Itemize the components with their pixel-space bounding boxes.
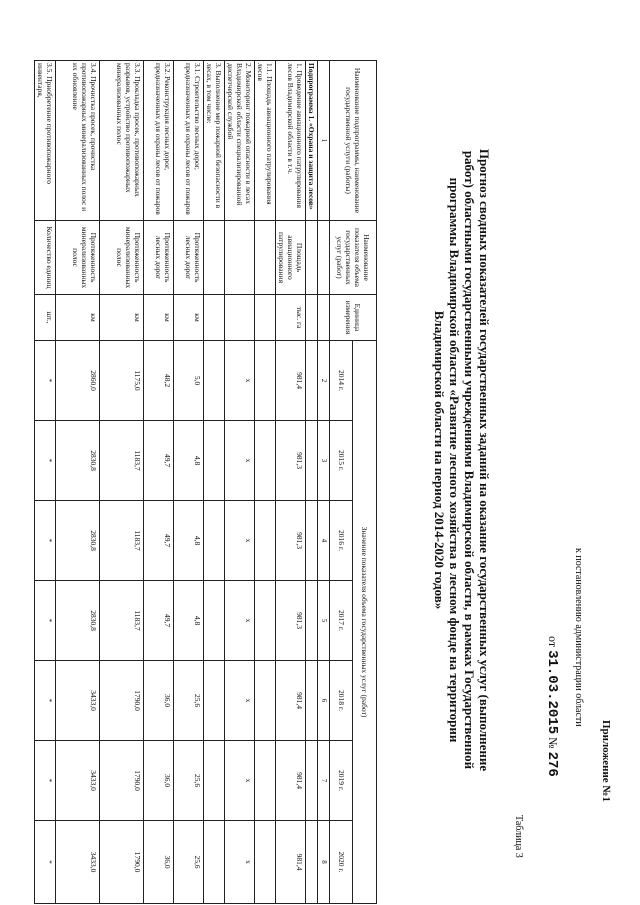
table-row (204, 61, 225, 904)
row-value (204, 661, 225, 741)
row-value: 1790,0 (100, 821, 144, 904)
index-cell: 7 (318, 741, 330, 821)
row-value: 1183,7 (100, 421, 144, 501)
header-unit: Единица измерения (330, 295, 377, 341)
header-year: 2017 г. (330, 581, 354, 661)
row-value (255, 501, 276, 581)
row-service: Площадь авиационного патрулирования (276, 221, 306, 295)
header-year: 2016 г. (330, 501, 354, 581)
index-row (318, 61, 330, 904)
row-name: 3.1. Строительство лесных дорог, предназначенных для охраны лесов от пожаров (174, 61, 204, 221)
row-value: 36,0 (144, 821, 174, 904)
row-value: 2830,8 (56, 501, 100, 581)
row-name: 3.4. Прочистка просек, прочистка противопожарных минерализованных полос и их обновление (56, 61, 100, 221)
table-row (100, 61, 144, 904)
index-cell: 2 (318, 341, 330, 421)
subprogram-row (306, 61, 318, 904)
row-service (255, 221, 276, 295)
header-name: Наименование подпрограммы, наименование государственной услуги (работы) (330, 61, 377, 221)
row-value: 981,4 (276, 741, 306, 821)
row-value: 981,3 (276, 581, 306, 661)
row-value (255, 581, 276, 661)
row-value: 1183,7 (100, 581, 144, 661)
row-value: х (225, 661, 255, 741)
row-value: 36,0 (144, 661, 174, 741)
row-value: * (35, 501, 56, 581)
row-value: * (35, 341, 56, 421)
row-name: 3.2. Реконструкция лесных дорог, предназначенных для охраны лесов от пожаров (144, 61, 174, 221)
row-value: 4,8 (174, 421, 204, 501)
row-value (255, 821, 276, 904)
index-cell: 4 (318, 501, 330, 581)
header-year: 2020 г. (330, 821, 354, 904)
row-value (255, 341, 276, 421)
row-value: 981,3 (276, 421, 306, 501)
row-value: 1183,7 (100, 501, 144, 581)
table-row (255, 61, 276, 904)
row-value: 4,8 (174, 501, 204, 581)
row-value: 49,7 (144, 581, 174, 661)
row-value (204, 341, 225, 421)
decree-number: 276 (544, 751, 560, 777)
row-value (255, 741, 276, 821)
header-year: 2015 г. (330, 421, 354, 501)
row-value: 981,4 (276, 341, 306, 421)
index-cell: 6 (318, 661, 330, 741)
row-unit: шт., (35, 295, 56, 341)
row-value: 3433,0 (56, 741, 100, 821)
row-value: 5,0 (174, 341, 204, 421)
table-row (174, 61, 204, 904)
row-service: Протяженность минерализованных полос (100, 221, 144, 295)
row-service: Протяженность лесных дорог (144, 221, 174, 295)
index-cell: 1 (318, 61, 330, 221)
header-service: Наименование показателя объема государственных услуг (работ) (330, 221, 377, 295)
row-value: 2830,8 (56, 581, 100, 661)
decree-date: 31.03.2015 (544, 650, 560, 735)
row-value: х (225, 341, 255, 421)
row-value (204, 501, 225, 581)
row-value: * (35, 581, 56, 661)
row-value: 981,4 (276, 821, 306, 904)
header-year: 2014 г. (330, 341, 354, 421)
header-values: Значение показателя объема государственных услуг (работ) (353, 341, 377, 904)
row-service (204, 221, 225, 295)
forecast-table (34, 60, 377, 904)
row-value: 3433,0 (56, 661, 100, 741)
row-value: 981,4 (276, 661, 306, 741)
row-name: 3.5. Приобретение противопожарного инвентаря, (35, 61, 56, 221)
decree-date-line (544, 636, 560, 777)
row-value: 49,7 (144, 501, 174, 581)
row-service: Протяженность минерализованных полос (56, 221, 100, 295)
row-value (255, 661, 276, 741)
row-value: 981,3 (276, 501, 306, 581)
table-row (276, 61, 306, 904)
header-row-1 (353, 61, 377, 904)
row-value: х (225, 581, 255, 661)
row-service: Протяженность лесных дорог (174, 221, 204, 295)
row-value: * (35, 421, 56, 501)
appendix-label: Приложение №1 (600, 720, 612, 802)
row-unit: км (56, 295, 100, 341)
row-value: х (225, 501, 255, 581)
index-cell (318, 295, 330, 341)
row-unit: тыс. га (276, 295, 306, 341)
row-value: * (35, 661, 56, 741)
row-value: 1790,0 (100, 741, 144, 821)
row-unit: км (174, 295, 204, 341)
row-value: * (35, 741, 56, 821)
row-value: 25,6 (174, 661, 204, 741)
table-label: Таблица 3 (513, 815, 524, 858)
row-value (204, 821, 225, 904)
row-unit (255, 295, 276, 341)
row-value: х (225, 741, 255, 821)
row-value: 49,7 (144, 421, 174, 501)
table-body (35, 61, 306, 904)
subprogram-title: Подпрограмма 1. «Охрана и защита лесов» (306, 61, 318, 221)
row-unit: км (144, 295, 174, 341)
date-prefix: от (546, 636, 560, 648)
row-value: 1175,0 (100, 341, 144, 421)
index-cell: 5 (318, 581, 330, 661)
table-row (35, 61, 56, 904)
row-service (225, 221, 255, 295)
row-name: 3.3. Прокладка просек, противопожарных разрывов, устройство противопожарных минерализованных полос (100, 61, 144, 221)
number-sign: № (546, 737, 560, 749)
row-value (204, 581, 225, 661)
document-title: Прогноз сводных показателей государственных заданий на оказание государственных услуг (выполнение работ) областными государственными учреждениями Владимирской области, в рамках Государственной программы Владимирской области «Развитие лесного хозяйства в лесном фонде на территории Владимирской области на период 2014-2020 годов» (432, 148, 492, 772)
row-value: 4,8 (174, 581, 204, 661)
row-value: 36,0 (144, 741, 174, 821)
row-unit (204, 295, 225, 341)
table-row (144, 61, 174, 904)
row-value: 48,2 (144, 341, 174, 421)
row-value: 2860,0 (56, 341, 100, 421)
header-year: 2018 г. (330, 661, 354, 741)
index-cell: 3 (318, 421, 330, 501)
row-value (255, 421, 276, 501)
row-service: Количество единиц (35, 221, 56, 295)
row-value: 1790,0 (100, 661, 144, 741)
row-value: 25,6 (174, 821, 204, 904)
row-value: х (225, 821, 255, 904)
table-row (225, 61, 255, 904)
row-value: х (225, 421, 255, 501)
table-row (56, 61, 100, 904)
header-year: 2019 г. (330, 741, 354, 821)
row-value: * (35, 821, 56, 904)
decree-reference: к постановлению администрации области (573, 548, 584, 727)
row-name: 3. Выполнение мер пожарной безопасности в лесах, в том числе: (204, 61, 225, 221)
row-value: 25,6 (174, 741, 204, 821)
index-cell (318, 221, 330, 295)
row-value: 3433,0 (56, 821, 100, 904)
row-unit (225, 295, 255, 341)
row-name: 1. Проведение авиационного патрулирования лесов Владимирской области в т.ч. (276, 61, 306, 221)
row-unit: км (100, 295, 144, 341)
row-name: 2. Мониторинг пожарной опасности в лесах Владимирской области специализированной диспетчерской службой (225, 61, 255, 221)
row-name: 1.1. Площадь авиационного патрулирования лесов (255, 61, 276, 221)
row-value (204, 421, 225, 501)
index-cell: 8 (318, 821, 330, 904)
row-value (204, 741, 225, 821)
row-value: 2830,8 (56, 421, 100, 501)
